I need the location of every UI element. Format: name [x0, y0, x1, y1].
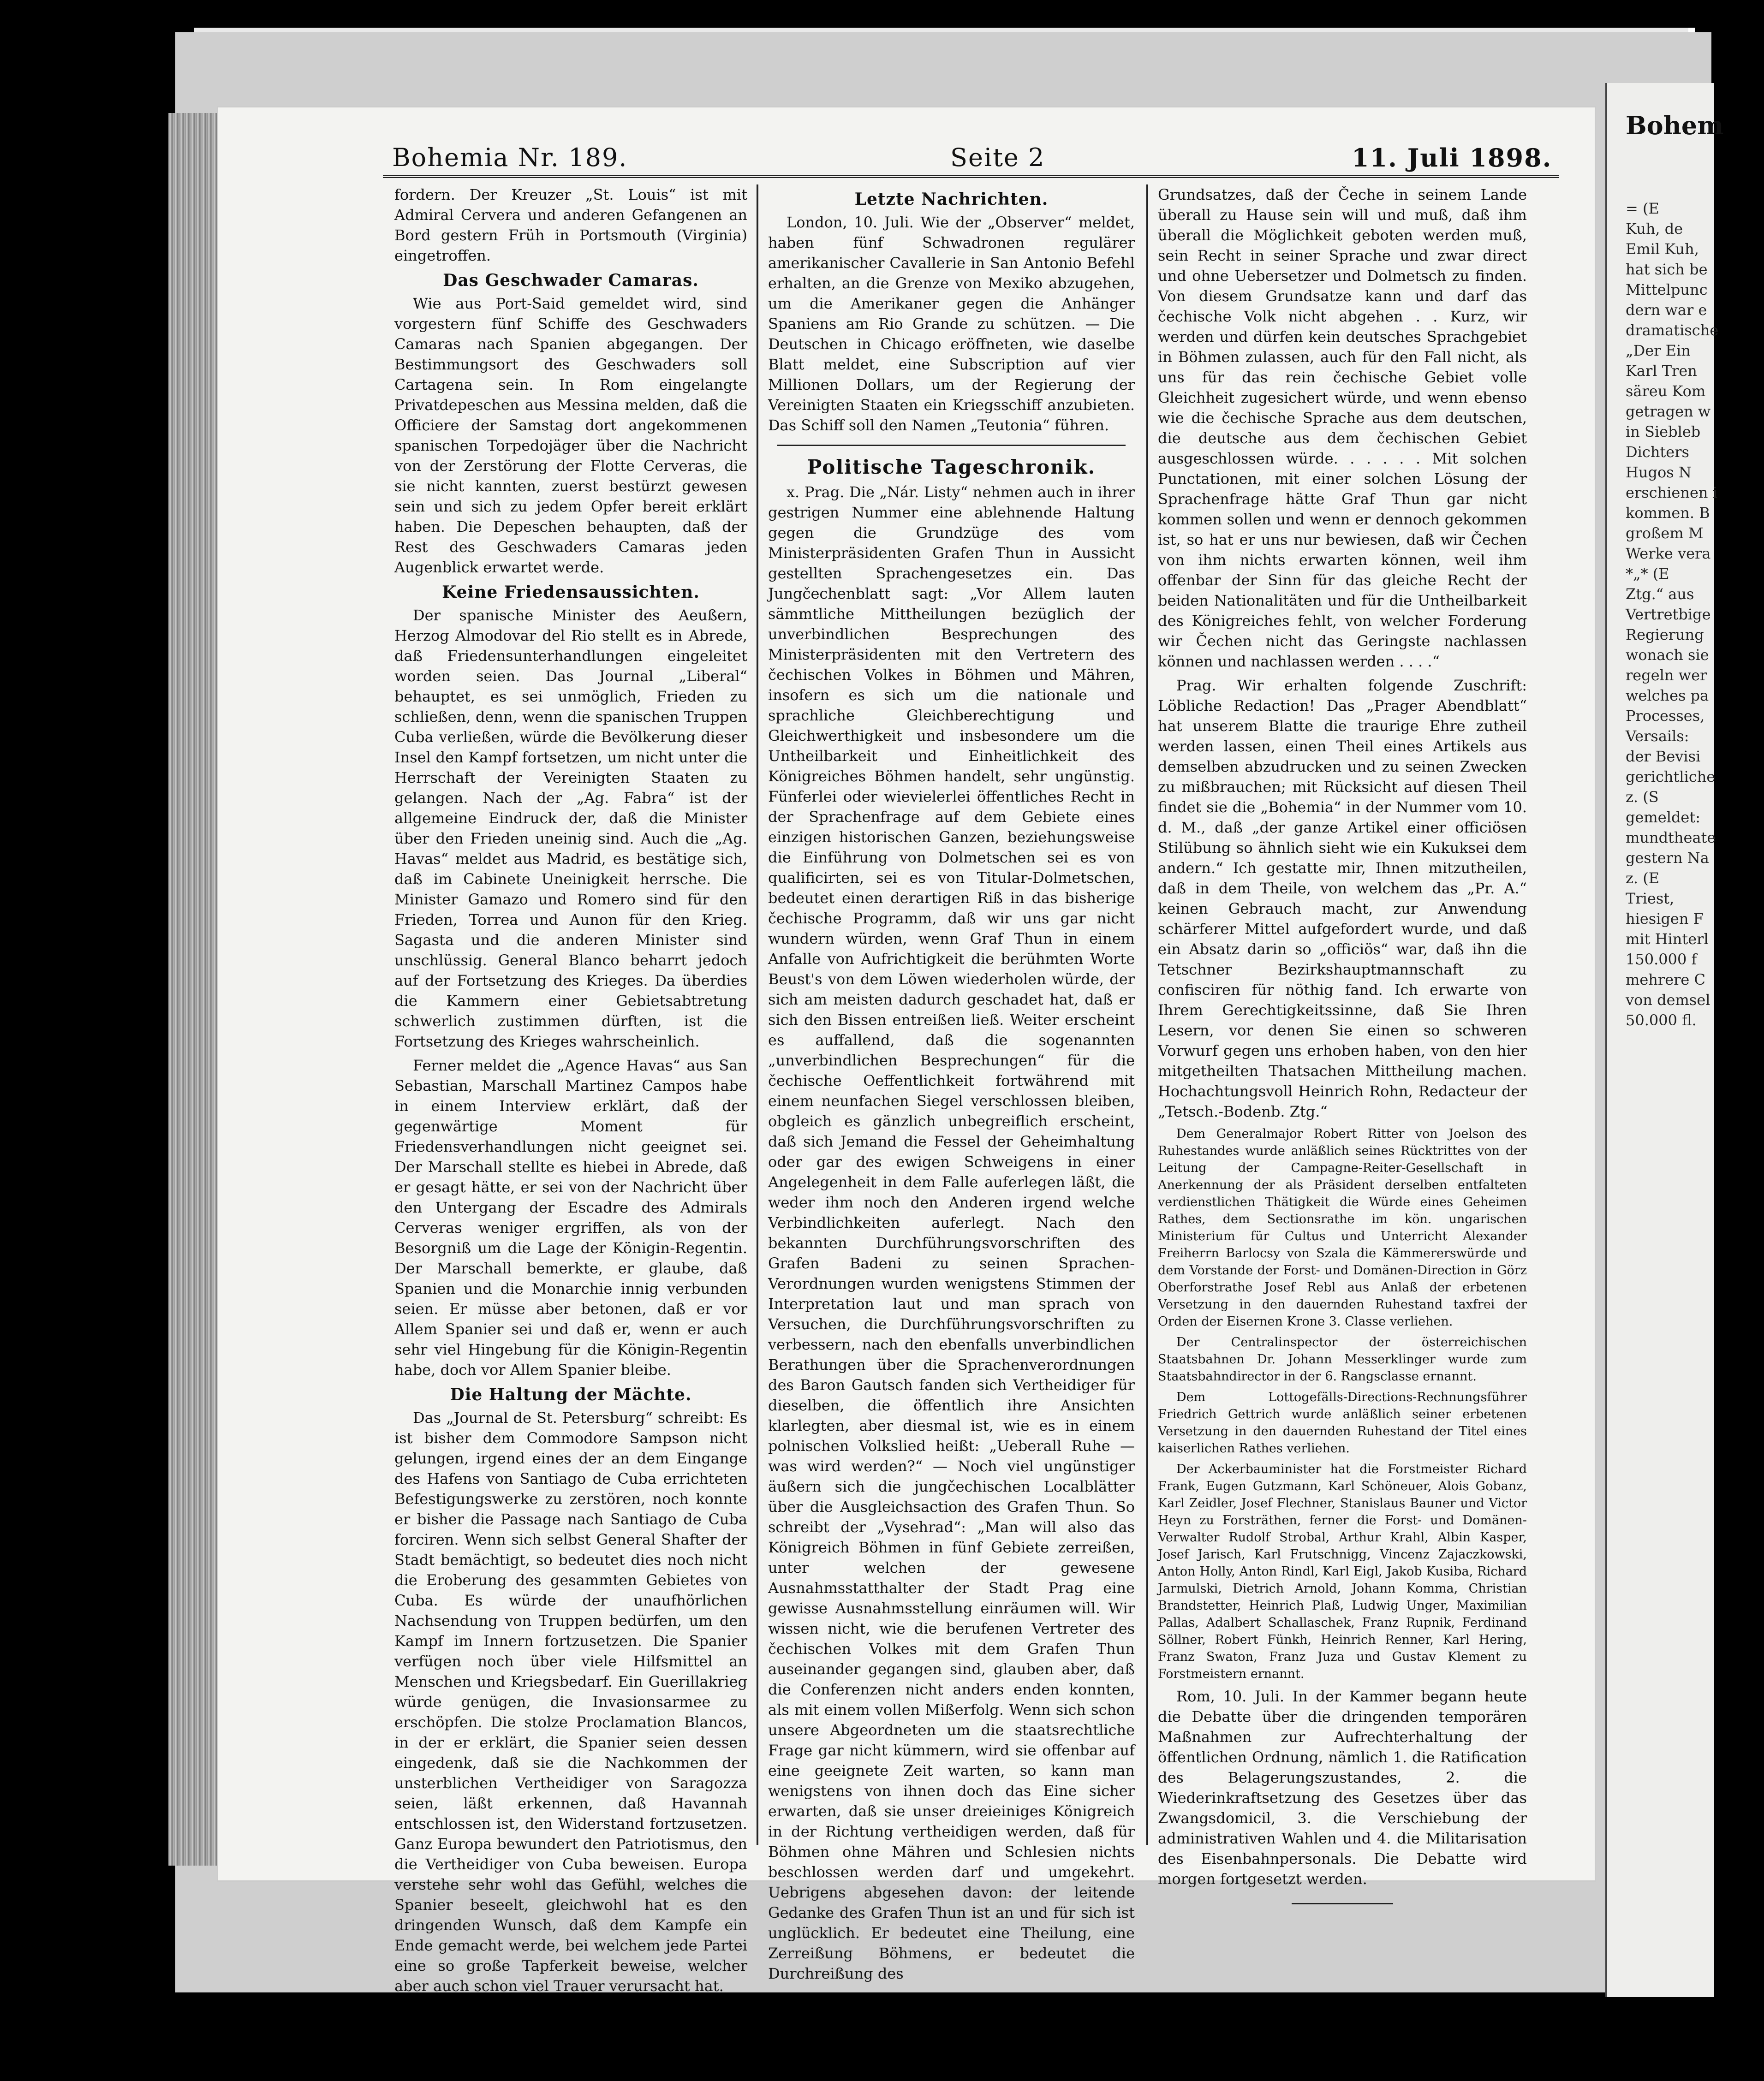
section-heading: Keine Friedensaussichten. — [442, 583, 700, 602]
adjacent-page-line: gestern Na — [1626, 849, 1709, 867]
article-paragraph: Der spanische Minister des Aeußern, Herzog Almodovar del Rio stellt es in Abrede, daß Friedensunterhandlungen eingeleitet worden seien. Das Journal „Liberal“ behauptet, es sei unmöglich, Frieden zu schließen, denn, wenn die spanischen Truppen Cuba verließen, würde die Bevölkerung dieser Insel den Kampf fortsetzen, um nicht unter die Herrschaft der Vereinigten Staaten zu gelangen. Nach der „Ag. Fabra“ ist der allgemeine Eindruck der, daß die Minister über den Frieden uneinig sind. Auch die „Ag. Havas“ meldet aus Madrid, es bestätige sich, daß im Cabinete Uneinigkeit herrsche. Die Minister Gamazo und Romero sind für den Frieden, Torrea und Aunon für den Krieg. Sagasta und die anderen Minister sind unschlüssig. General Blanco beharrt jedoch auf der Fortsetzung des Krieges. Da überdies die Kammern einer Gebietsabtretung schwerlich zustimmen dürften, ist die Fortsetzung des Krieges wahrscheinlich. — [394, 606, 747, 1050]
adjacent-page-line: Hugos N — [1626, 464, 1692, 481]
header-date: 11. Juli 1898. — [1352, 143, 1552, 172]
section-heading: Das Geschwader Camaras. — [443, 271, 699, 290]
article-paragraph: Grundsatzes, daß der Čeche in seinem Lande überall zu Hause sein will und muß, daß ihm überall die Möglichkeit geboten werden muß, sein Recht in seiner Sprache und zwar direct und ohne Uebersetzer und Dolmetsch zu finden. Von diesem Grundsatze kann und darf das čechische Volk nicht abgehen . . Kurz, wir werden und dürfen kein deutsches Sprachgebiet in Böhmen zulassen, auch für den Fall nicht, als uns für das rein čechische Gebiet volle Gleichheit zugesichert würde, und wenn ebenso wie die čechische Sprache aus dem deutschen, die deutsche aus dem čechischen Gebiet ausgeschlossen würde. . . . . . Mit solchen Punctationen, mit einer solchen Lösung der Sprachenfrage hätte Graf Thun gar nicht kommen sollen und wenn er dennoch gekommen ist, so hat er uns nur bewiesen, daß wir Čechen von ihm nichts erwarten können, weil ihm offenbar der Sinn für das gleiche Recht der beiden Nationalitäten und für die Untheilbarkeit des Königreiches fehlt, von welcher Forderung wir Čechen nicht das Geringste nachlassen können und nachlassen werden . . . .“ — [1158, 186, 1527, 670]
adjacent-page-line: Emil Kuh, — [1626, 240, 1699, 258]
adjacent-page-line: getragen w — [1626, 403, 1711, 420]
adjacent-page-line: „Der Ein — [1626, 342, 1691, 359]
adjacent-page-line: großem M — [1626, 524, 1704, 542]
adjacent-page-line: Mittelpunc — [1626, 281, 1708, 298]
adjacent-page-line: in Siebleb — [1626, 423, 1701, 440]
adjacent-page-line: gemeldet: — [1626, 809, 1700, 826]
adjacent-page-line: gerichtliche — [1626, 768, 1716, 785]
column-1 — [394, 184, 747, 1995]
adjacent-page-line: mundtheate — [1626, 829, 1716, 846]
adjacent-page-line: hiesigen F — [1626, 910, 1704, 928]
adjacent-page-line: kommen. B — [1626, 504, 1710, 522]
section-heading: Politische Tageschronik. — [807, 456, 1096, 478]
adjacent-page-line: dern war e — [1626, 301, 1707, 319]
adjacent-page-line: Vertretbige — [1626, 606, 1711, 623]
column-divider — [757, 184, 758, 1845]
notice-paragraph: Der Ackerbauminister hat die Forstmeister Richard Frank, Eugen Gutzmann, Karl Schöneuer, Alois Gobanz, Karl Zeidler, Josef Flechner, Stanislaus Bauner und Victor Heyn zu Forsträthen, ferner die Forst- und Domänen-Verwalter Rudolf Strobal, Arthur Krahl, Albin Kasper, Josef Jarisch, Karl Frutschnigg, Vincenz Zajaczkowski, Anton Holly, Anton Rindl, Karl Eigl, Jakob Kusiba, Richard Jarmulski, Dietrich Arnold, Johann Komma, Christian Brandstetter, Heinrich Plaß, Ludwig Unger, Maximilian Pallas, Adalbert Schallaschek, Franz Rupnik, Ferdinand Söllner, Robert Fünkh, Heinrich Renner, Karl Hering, Franz Swaton, Franz Juza und Gustav Klement zu Forstmeistern ernannt. — [1158, 1462, 1527, 1681]
article-paragraph: x. Prag. Die „Nár. Listy“ nehmen auch in ihrer gestrigen Nummer eine ablehnende Haltung gegen die Grundzüge des vom Ministerpräsidenten Grafen Thun in Aussicht gestellten Sprachengesetzes ein. Das Jungčechenblatt sagt: „Vor Allem lauten sämmtliche Mittheilungen bezüglich der unverbindlichen Besprechungen des Ministerpräsidenten mit den Vertretern des čechischen Volkes in Böhmen und Mähren, insofern es sich um die nationale und sprachliche Gleichberechtigung und Gleichwerthigkeit und insbesondere um die Untheilbarkeit und Einheitlichkeit des Königreiches Böhmen handelt, sehr ungünstig. Fünferlei oder wievielerlei öffentliches Recht in der Sprachenfrage auf dem Gebiete eines einzigen historischen Ganzen, beziehungsweise die Einführung von Dolmetschen sei es von qualificirten, sei es von Titular-Dolmetschen, bedeutet einen derartigen Riß in das bisherige čechische Programm, daß wir uns gar nicht wundern würden, wenn Graf Thun in einem Anfalle von Aufrichtigkeit die berühmten Worte Beust's von dem Löwen wiederholen würde, der sich am meisten dadurch geschadet hat, daß er sich den Bissen entreißen ließ. Weiter erscheint es auffallend, daß die sogenannten „unverbindlichen Besprechungen“ für die čechische Oeffentlichkeit fortwährend mit einem neunfachen Siegel verschlossen bleiben, obgleich es gänzlich unbegreiflich erscheint, daß sich Jemand die Fessel der Geheimhaltung oder gar des ewigen Schweigens in einer Angelegenheit in dem Falle auferlegen läßt, die weder ihm noch den Anderen irgend welche Verbindlichkeiten auferlegt. Nach den bekannten Durchführungsvorschriften des Grafen Badeni zu seinen Sprachen-Verordnungen wurden wenigstens Stimmen der Interpretation laut und man sprach von Versuchen, die Durchführungsvorschriften zu verbessern, nach den ebenfalls unverbindlichen Berathungen über die Sprachenverordnungen des Baron Gautsch fanden sich Vertheidiger für dieselben, die öffentlich ihre Ansichten klarlegten, aber diesmal ist, wie es in einem polnischen Volkslied heißt: „Ueberall Ruhe — was wird werden?“ — Noch viel ungünstiger äußern sich die jungčechischen Localblätter über die Ausgleichsaction des Grafen Thun. So schreibt der „Vysehrad“: „Man will also das Königreich Böhmen in fünf Gebiete zerreißen, unter welchen der gewesene Ausnahmsstatthalter der Stadt Prag eine gewisse Ausnahmsstellung einräumen will. Wir wissen nicht, wie die berufenen Vertreter des čechischen Volkes mit dem Grafen Thun auseinander gegangen sind, glauben aber, daß die Conferenzen nicht anders enden konnten, als mit einem vollen Mißerfolg. Wenn sich schon unsere Abgeordneten um die staatsrechtliche Frage gar nicht kümmern, wird sie offenbar auf eine geeignete Zeit warten, so kann man wenigstens von ihnen doch das Eine sicher erwarten, daß sie unser dreieiniges Königreich in der Richtung vertheidigen werden, daß für Böhmen ohne Mähren und Schlesien nichts beschlossen werden darf und umgekehrt. Uebrigens abgesehen davon: der leitende Gedanke des Grafen Thun ist an und für sich ist unglücklich. Er bedeutet eine Theilung, eine Zerreißung Böhmens, er bedeutet die Durchreißung des — [768, 483, 1135, 1982]
newspaper-page — [217, 106, 1596, 1995]
adjacent-page-line: mit Hinterl — [1626, 930, 1709, 948]
adjacent-page-line: = (E — [1626, 200, 1659, 217]
section-heading: Letzte Nachrichten. — [854, 190, 1049, 209]
column-2 — [768, 184, 1135, 1982]
article-paragraph: Rom, 10. Juli. In der Kammer begann heute die Debatte über die dringenden temporären Maßnahmen zur Aufrechterhaltung der öffentlichen Ordnung, nämlich 1. die Ratification des Belagerungszustandes, 2. die Wiederinkraftsetzung des Gesetzes über das Zwangsdomicil, 3. die Verschiebung der administrativen Wahlen und 4. die Militarisation des Eisenbahnpersonals. Die Debatte wird morgen fortgesetzt werden. — [1158, 1688, 1527, 1888]
end-rule — [1292, 1903, 1393, 1904]
article-paragraph: Das „Journal de St. Petersburg“ schreibt: Es ist bisher dem Commodore Sampson nicht gelungen, irgend eines der an dem Eingange des Hafens von Santiago de Cuba errichteten Befestigungswerke zu zerstören, noch konnte er bisher die Passage nach Santiago de Cuba forciren. Wenn sich selbst General Shafter der Stadt bemächtigt, so bedeutet dies noch nicht die Eroberung des gesammten Gebietes von Cuba. Es würde der unaufhörlichen Nachsendung von Truppen bedürfen, um den Kampf im Innern fortzusetzen. Die Spanier verfügen noch über viele Hilfsmittel an Menschen und Kriegsbedarf. Ein Guerillakrieg würde genügen, die Invasionsarmee zu erschöpfen. Die stolze Proclamation Blancos, in der er erklärt, die Spanier seien dessen eingedenk, daß sie die Nachkommen der unsterblichen Vertheidiger von Saragozza seien, läßt erkennen, daß Havannah entschlossen ist, den Widerstand fortzusetzen. Ganz Europa bewundert den Patriotismus, den die Vertheidiger von Cuba beweisen. Europa verstehe sehr wohl das Gefühl, welches die Spanier beseelt, gleichwohl hat es den dringenden Wunsch, daß dem Kampfe ein Ende gemacht werde, bei welchem jede Partei eine so große Tapferkeit beweise, welcher aber auch schon viel Trauer verursacht hat. — [394, 1409, 747, 1995]
adjacent-page-line: 50.000 fl. — [1626, 1011, 1697, 1029]
adjacent-page-line: Kuh, de — [1626, 220, 1683, 238]
adjacent-page-line: hat sich be — [1626, 261, 1708, 278]
section-heading: Die Haltung der Mächte. — [450, 1385, 692, 1404]
article-paragraph: fordern. Der Kreuzer „St. Louis“ ist mit Admiral Cervera und anderen Gefangenen an Bord gestern Früh in Portsmouth (Virginia) eingetroffen. — [394, 186, 747, 264]
adjacent-page-line: Processes, — [1626, 707, 1705, 725]
adjacent-page-line: mehrere C — [1626, 971, 1706, 988]
adjacent-page-line: Regierung — [1626, 626, 1704, 643]
header-publication: Bohemia Nr. 189. — [392, 143, 628, 172]
adjacent-page-line: regeln wer — [1626, 666, 1707, 684]
adjacent-page-text — [1626, 198, 1764, 1030]
header-page-number: Seite 2 — [950, 143, 1045, 172]
adjacent-page-line: der Bevisi — [1626, 748, 1701, 765]
adjacent-page-line: von demsel — [1626, 991, 1710, 1009]
column-divider — [1146, 184, 1148, 1845]
header-rule — [383, 175, 1559, 178]
section-divider — [777, 445, 1126, 446]
adjacent-page-line: Dichters — [1626, 443, 1689, 461]
article-paragraph: Wie aus Port-Said gemeldet wird, sind vorgestern fünf Schiffe des Geschwaders Camaras nach Spanien abgegangen. Der Bestimmungsort des Geschwaders soll Cartagena sein. In Rom eingelangte Privatdepeschen aus Messina melden, daß die Officiere der Samstag dort angekommenen spanischen Torpedojäger über die Nachricht von der Zerstörung der Flotte Cerveras, die sie nicht kannten, zuerst bestürzt gewesen sein und sich zu jedem Opfer bereit erklärt haben. Die Depeschen behaupten, daß der Rest des Geschwaders Camaras jeden Augenblick erwartet werde. — [394, 295, 747, 576]
article-paragraph: Prag. Wir erhalten folgende Zuschrift: Löbliche Redaction! Das „Prager Abendblatt“ hat unserem Blatte die traurige Ehre zutheil werden lassen, einen Theil eines Artikels aus demselben abzudrucken und zu seinen Zwecken zu mißbrauchen; mit Rücksicht auf diesen Theil findet sie die „Bohemia“ in der Nummer vom 10. d. M., daß „der ganze Artikel einer officiösen Stilübung so ähnlich sieht wie ein Kukuksei dem andern.“ Ich gestatte mir, Ihnen mitzutheilen, daß in dem Theile, von welchem das „Pr. A.“ keinen Gebrauch macht, zur Anwendung schärferer Mittel aufgefordert wurde, und daß ein Absatz darin so „officiös“ war, daß ihn die Tetschner Bezirkshauptmannschaft zu confisciren für nöthig fand. Ich erwarte von Ihrem Gerechtigkeitssinne, daß Sie Ihren Lesern, vor denen Sie einen so schweren Vorwurf gegen uns erhoben haben, von den hier mitgetheilten Thatsachen Mittheilung machen. Hochachtungsvoll Heinrich Rohn, Redacteur der „Tetsch.-Bodenb. Ztg.“ — [1158, 677, 1527, 1120]
article-paragraph: London, 10. Juli. Wie der „Observer“ meldet, haben fünf Schwadronen regulärer amerikanischer Cavallerie in San Antonio Befehl erhalten, an die Grenze von Mexiko abzugehen, um die Amerikaner gegen die Anhänger Spaniens am Rio Grande zu schützen. — Die Deutschen in Chicago eröffneten, wie daselbe Blatt meldet, eine Subscription auf vier Millionen Dollars, um der Regierung der Vereinigten Staaten ein Kriegsschiff anzubieten. Das Schiff soll den Namen „Teutonia“ führen. — [768, 214, 1135, 434]
adjacent-page-line: 150.000 f — [1626, 951, 1697, 968]
adjacent-page-line: Triest, — [1626, 890, 1675, 907]
adjacent-page-line: Karl Tren — [1626, 362, 1697, 380]
article-paragraph: Ferner meldet die „Agence Havas“ aus San Sebastian, Marschall Martinez Campos habe in einem Interview erklärt, daß der gegenwärtige Moment für Friedensverhandlungen nicht geeignet sei. Der Marschall stellte es hiebei in Abrede, daß er gesagt hätte, er sei von der Nachricht über den Untergang der Escadre des Admirals Cerveras weniger ergriffen, als von der Besorgniß um die Lage der Königin-Regentin. Der Marschall bemerkte, er glaube, daß Spanien und die Monarchie innig verbunden seien. Er müsse aber betonen, daß er vor Allem Spanier sei und daß er, wenn er auch sehr viel Hingebung für die Königin-Regentin habe, doch vor Allem Spanier bleibe. — [394, 1057, 747, 1379]
adjacent-page-line: Versails: — [1626, 727, 1689, 745]
adjacent-page-line: erschienen i — [1626, 484, 1717, 501]
adjacent-page — [1605, 83, 1724, 1997]
adjacent-page-line: dramatische — [1626, 321, 1719, 339]
notice-paragraph: Dem Lottogefälls-Directions-Rechnungsführer Friedrich Gettrich wurde anläßlich seiner erbetenen Versetzung in den dauernden Ruhestand der Titel eines kaiserlichen Rathes verliehen. — [1158, 1390, 1527, 1456]
adjacent-page-line: wonach sie — [1626, 646, 1709, 664]
adjacent-page-line: welches pa — [1626, 687, 1709, 704]
adjacent-page-line: z. (E — [1626, 869, 1660, 887]
column-3 — [1158, 184, 1527, 1888]
notice-paragraph: Dem Generalmajor Robert Ritter von Joelson des Ruhestandes wurde anläßlich seines Rücktrittes von der Leitung der Campagne-Reiter-Gesellschaft in Anerkennung der als Präsident derselben entfalteten verdienstlichen Thätigkeit die Würde eines Geheimen Rathes, dem Sectionsrathe im kön. ungarischen Ministerium für Cultus und Unterricht Alexander Freiherrn Barlocsy von Szala die Kämmererswürde und dem Vorstande der Forst- und Domänen-Direction in Görz Oberforstrathe Josef Rebl aus Anlaß der erbetenen Versetzung in den dauernden Ruhestand taxfrei der Orden der Eisernen Krone 3. Classe verliehen. — [1158, 1127, 1527, 1329]
adjacent-page-line: Ztg.“ aus — [1626, 585, 1694, 603]
adjacent-page-line: Werke vera — [1626, 545, 1711, 562]
notice-paragraph: Der Centralinspector der österreichischen Staatsbahnen Dr. Johann Messerklinger wurde zum Staatsbahndirector in der 6. Rangsclasse ernannt. — [1158, 1335, 1527, 1384]
adjacent-page-line: säreu Kom — [1626, 382, 1706, 400]
adjacent-page-line: *„* (E — [1626, 565, 1669, 583]
adjacent-page-header: Bohem — [1626, 111, 1724, 140]
page-header — [217, 143, 1596, 184]
adjacent-page-line: z. (S — [1626, 788, 1659, 806]
